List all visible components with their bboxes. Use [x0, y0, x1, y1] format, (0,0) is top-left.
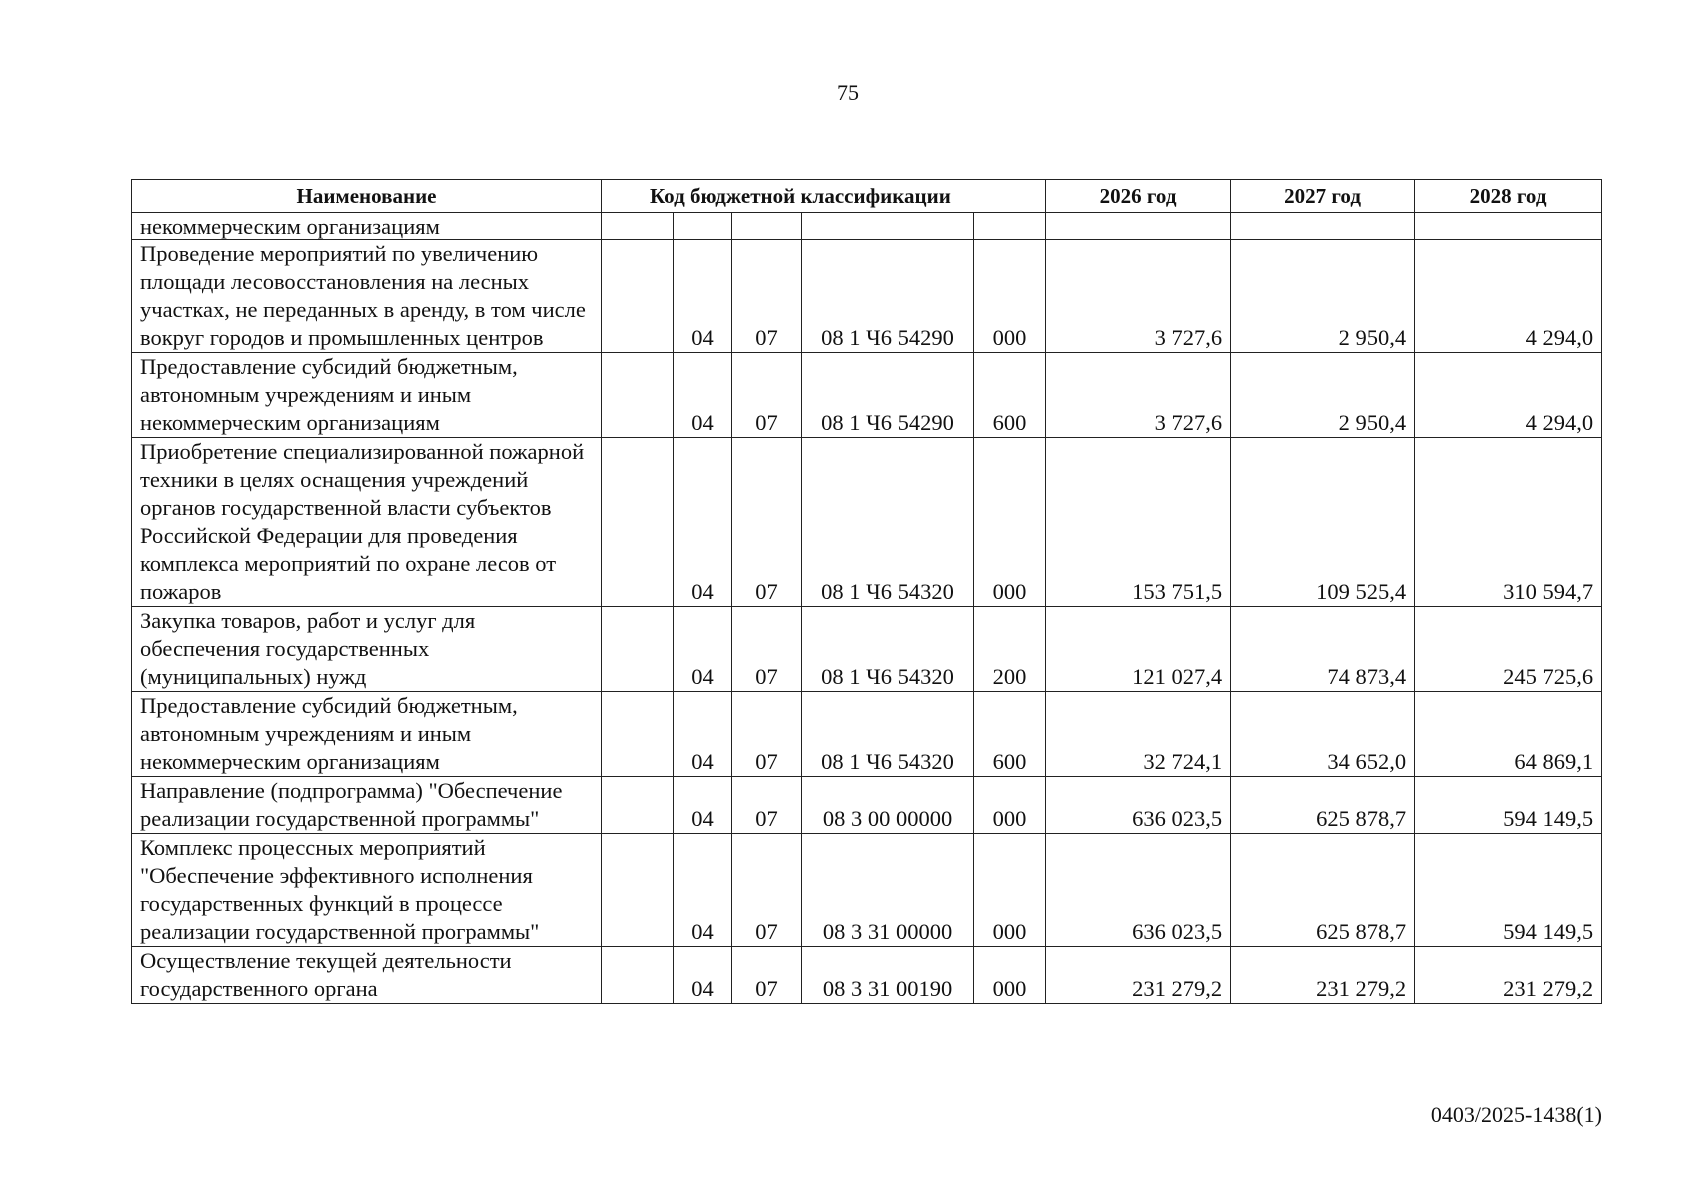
- row-section-code: 04: [674, 692, 732, 777]
- header-2026: 2026 год: [1046, 180, 1231, 213]
- row-amount-2026: 636 023,5: [1046, 777, 1231, 834]
- row-amount-2027: 231 279,2: [1231, 947, 1415, 1004]
- row-target-code: 08 1 Ч6 54320: [802, 607, 974, 692]
- table-row: [132, 353, 1602, 438]
- row-amount-2028: 245 725,6: [1415, 607, 1602, 692]
- row-amount-2027: 2 950,4: [1231, 240, 1415, 353]
- row-expense-type-code: 000: [974, 777, 1046, 834]
- header-2027: 2027 год: [1231, 180, 1415, 213]
- table-row: [132, 607, 1602, 692]
- row-empty-cell: [602, 777, 674, 834]
- header-2028: 2028 год: [1415, 180, 1602, 213]
- row-amount-2026: 3 727,6: [1046, 240, 1231, 353]
- table-row: [132, 438, 1602, 607]
- row-amount-2028: 4 294,0: [1415, 240, 1602, 353]
- row-amount-2026: 153 751,5: [1046, 438, 1231, 607]
- continuation-row: [132, 213, 1602, 240]
- row-amount-2028: 64 869,1: [1415, 692, 1602, 777]
- row-name: Комплекс процессных мероприятий "Обеспечение эффективного исполнения государственных функций в процессе реализации государственной программы": [132, 834, 602, 947]
- row-amount-2027: 2 950,4: [1231, 353, 1415, 438]
- row-target-code: 08 3 31 00190: [802, 947, 974, 1004]
- row-amount-2026: 231 279,2: [1046, 947, 1231, 1004]
- row-expense-type-code: 000: [974, 438, 1046, 607]
- row-section-code: 04: [674, 353, 732, 438]
- row-expense-type-code: 200: [974, 607, 1046, 692]
- row-empty-cell: [602, 438, 674, 607]
- row-expense-type-code: 000: [974, 240, 1046, 353]
- row-amount-2027: 74 873,4: [1231, 607, 1415, 692]
- row-empty-cell: [602, 692, 674, 777]
- header-budget-code: Код бюджетной классификации: [602, 180, 1046, 213]
- row-name: Проведение мероприятий по увеличению площади лесовосстановления на лесных участках, не переданных в аренду, в том числе вокруг городов и промышленных центров: [132, 240, 602, 353]
- continuation-name: некоммерческим организациям: [132, 213, 602, 240]
- row-subsection-code: 07: [732, 438, 802, 607]
- document-code: 0403/2025-1438(1): [1430, 1102, 1602, 1127]
- row-target-code: 08 3 31 00000: [802, 834, 974, 947]
- row-name: Предоставление субсидий бюджетным, автономным учреждениям и иным некоммерческим организациям: [132, 692, 602, 777]
- row-name: Приобретение специализированной пожарной техники в целях оснащения учреждений органов государственной власти субъектов Российской Федерации для проведения комплекса мероприятий по охране лесов от пожаров: [132, 438, 602, 607]
- row-amount-2026: 121 027,4: [1046, 607, 1231, 692]
- row-empty-cell: [602, 607, 674, 692]
- row-section-code: 04: [674, 947, 732, 1004]
- row-amount-2028: 594 149,5: [1415, 777, 1602, 834]
- row-amount-2028: 4 294,0: [1415, 353, 1602, 438]
- row-amount-2026: 32 724,1: [1046, 692, 1231, 777]
- row-subsection-code: 07: [732, 240, 802, 353]
- budget-table: [131, 179, 1602, 1004]
- row-expense-type-code: 600: [974, 692, 1046, 777]
- row-empty-cell: [602, 947, 674, 1004]
- row-section-code: 04: [674, 240, 732, 353]
- row-empty-cell: [602, 240, 674, 353]
- row-amount-2028: 310 594,7: [1415, 438, 1602, 607]
- row-subsection-code: 07: [732, 947, 802, 1004]
- table-row: [132, 240, 1602, 353]
- row-subsection-code: 07: [732, 607, 802, 692]
- table-row: [132, 777, 1602, 834]
- row-amount-2028: 594 149,5: [1415, 834, 1602, 947]
- row-amount-2026: 3 727,6: [1046, 353, 1231, 438]
- row-target-code: 08 1 Ч6 54320: [802, 692, 974, 777]
- row-name: Осуществление текущей деятельности государственного органа: [132, 947, 602, 1004]
- row-amount-2026: 636 023,5: [1046, 834, 1231, 947]
- row-expense-type-code: 000: [974, 947, 1046, 1004]
- row-target-code: 08 1 Ч6 54290: [802, 353, 974, 438]
- row-target-code: 08 3 00 00000: [802, 777, 974, 834]
- row-amount-2028: 231 279,2: [1415, 947, 1602, 1004]
- table-row: [132, 947, 1602, 1004]
- row-subsection-code: 07: [732, 777, 802, 834]
- row-section-code: 04: [674, 777, 732, 834]
- header-name: Наименование: [132, 180, 602, 213]
- row-subsection-code: 07: [732, 834, 802, 947]
- row-section-code: 04: [674, 438, 732, 607]
- row-section-code: 04: [674, 834, 732, 947]
- row-subsection-code: 07: [732, 692, 802, 777]
- table-row: [132, 834, 1602, 947]
- row-amount-2027: 625 878,7: [1231, 834, 1415, 947]
- row-target-code: 08 1 Ч6 54320: [802, 438, 974, 607]
- row-section-code: 04: [674, 607, 732, 692]
- row-name: Закупка товаров, работ и услуг для обеспечения государственных (муниципальных) нужд: [132, 607, 602, 692]
- table-header-row: [132, 180, 1602, 213]
- row-empty-cell: [602, 353, 674, 438]
- row-name: Предоставление субсидий бюджетным, автономным учреждениям и иным некоммерческим организациям: [132, 353, 602, 438]
- row-empty-cell: [602, 834, 674, 947]
- row-target-code: 08 1 Ч6 54290: [802, 240, 974, 353]
- row-subsection-code: 07: [732, 353, 802, 438]
- row-amount-2027: 109 525,4: [1231, 438, 1415, 607]
- row-amount-2027: 625 878,7: [1231, 777, 1415, 834]
- row-expense-type-code: 600: [974, 353, 1046, 438]
- table-row: [132, 692, 1602, 777]
- row-amount-2027: 34 652,0: [1231, 692, 1415, 777]
- row-name: Направление (подпрограмма) "Обеспечение реализации государственной программы": [132, 777, 602, 834]
- page-number: 75: [837, 80, 859, 105]
- row-expense-type-code: 000: [974, 834, 1046, 947]
